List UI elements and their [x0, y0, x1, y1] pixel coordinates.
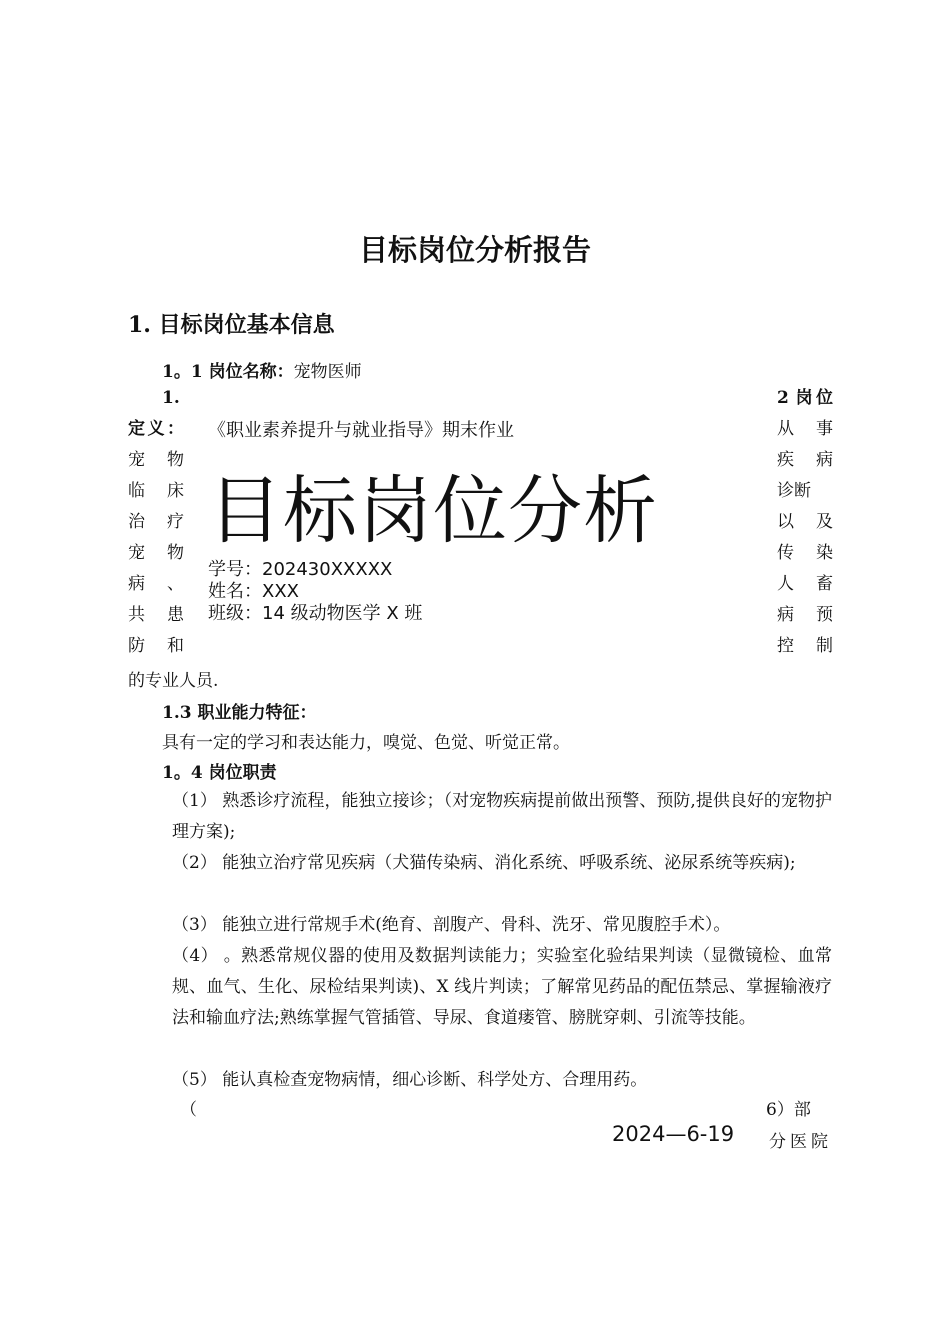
right-col-line: 从 事: [777, 419, 833, 439]
left-col-line: 1.: [162, 388, 180, 408]
cover-student-id: 学号：202430XXXXX: [208, 559, 393, 580]
section-1-4-label: 1。4 岗位职责: [162, 763, 277, 783]
definition-right-column: [777, 383, 833, 662]
left-col-line: 宠 物: [128, 450, 184, 470]
document-title: 目标岗位分析报告: [358, 233, 591, 267]
cover-student-info: [208, 559, 422, 625]
right-col-line: 病 预: [777, 605, 833, 625]
duty-6-open: （: [180, 1100, 197, 1120]
duty-item: （3） 能独立进行常规手术(绝育、剖腹产、骨科、洗牙、常见腹腔手术）。: [172, 915, 731, 935]
section-1-1: [162, 357, 362, 382]
left-col-line: 治 疗: [128, 512, 184, 532]
cover-big-title: 目标岗位分析: [208, 468, 658, 554]
section-1-3-label: 1.3 职业能力特征：: [162, 703, 317, 723]
left-col-line: 病 、: [128, 574, 184, 594]
duty-item: （5） 能认真检查宠物病情，细心诊断、科学处方、合理用药。: [172, 1070, 648, 1090]
right-col-line: 疾 病: [777, 450, 833, 470]
left-col-line: 定 义 ：: [128, 419, 184, 439]
section-1-1-label: 1。1 岗位名称：: [162, 362, 294, 382]
right-col-line: 以 及: [777, 512, 833, 532]
section-1-heading: 1. 目标岗位基本信息: [128, 312, 335, 338]
cover-class: 班级：14 级动物医学 X 班: [208, 603, 423, 624]
definition-left-column: [128, 383, 184, 662]
right-col-line: 诊断: [777, 481, 811, 501]
duty-6-right-cont: 分医院: [769, 1132, 832, 1152]
section-1-1-value: 宠物医师: [293, 362, 362, 382]
duty-6-right: 6）部: [766, 1100, 811, 1120]
left-col-line: 防 和: [128, 636, 184, 656]
duty-item: （2） 能独立治疗常见疾病（犬猫传染病、消化系统、呼吸系统、泌尿系统等疾病);: [172, 853, 796, 873]
section-1-3-text: 具有一定的学习和表达能力，嗅觉、色觉、听觉正常。: [162, 733, 570, 753]
right-col-line: 传 染: [777, 543, 833, 563]
duty-item: （1） 熟悉诊疗流程，能独立接诊；（对宠物疾病提前做出预警、预防,提供良好的宠物护理方案);: [172, 791, 832, 842]
right-col-line: 人 畜: [777, 574, 833, 594]
left-col-line: 宠 物: [128, 543, 184, 563]
duty-item: （4） 。熟悉常规仪器的使用及数据判读能力；实验室化验结果判读（显微镜检、血常规、血气、生化、尿检结果判读)、X 线片判读；了解常见药品的配伍禁忌、掌握输液疗法和输血疗法;熟练掌握气管插管、导尿、食道瘘管、膀胱穿刺、引流等技能。: [172, 946, 832, 1028]
right-col-line: 控 制: [777, 636, 833, 656]
left-col-line: 共 患: [128, 605, 184, 625]
left-col-line: 临 床: [128, 481, 184, 501]
right-col-line: 2 岗 位: [777, 388, 833, 408]
cover-subtitle: 《职业素养提升与就业指导》期末作业: [208, 420, 514, 441]
cover-name: 姓名：XXX: [208, 581, 299, 602]
cover-date: 2024—6-19: [612, 1122, 735, 1146]
definition-tail: 的专业人员.: [128, 671, 219, 691]
